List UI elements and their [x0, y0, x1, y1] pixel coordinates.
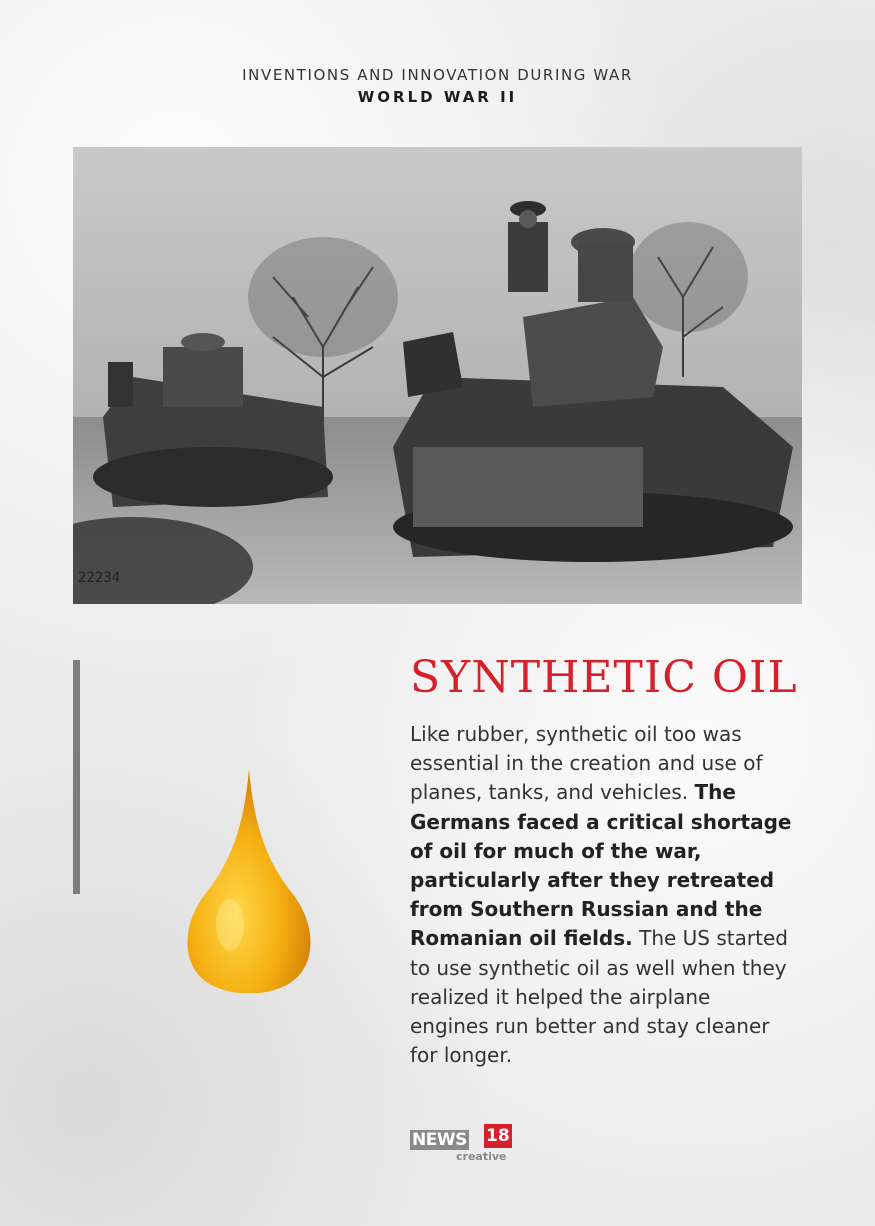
header-subtitle: WORLD WAR II	[357, 88, 518, 106]
article-bold: The Germans faced a critical shortage of oil for much of the war, particularly after they retreated from Southern Russian and the Romanian oil fields.	[410, 780, 792, 951]
article-outro: The US started to use synthetic oil as well when they realized it helped the airplane engines run better and stay cleaner for longer.	[410, 926, 788, 1068]
news18-logo	[410, 1124, 510, 1166]
photo-number: 22234	[78, 570, 121, 586]
article-body	[410, 720, 795, 1070]
page-header	[0, 66, 875, 106]
tank-photo	[73, 147, 802, 604]
article-intro: Like rubber, synthetic oil too was essential in the creation and use of planes, tanks, and vehicles.	[410, 722, 763, 805]
logo-brand: NEWS	[412, 1130, 467, 1150]
logo-tag: creative	[456, 1150, 507, 1163]
accent-bar	[73, 660, 80, 894]
header-kicker: INVENTIONS AND INNOVATION DURING WAR	[242, 66, 633, 84]
logo-number: 18	[486, 1126, 510, 1146]
oil-drop-icon	[180, 765, 318, 993]
article-title: SYNTHETIC OIL	[410, 652, 798, 703]
